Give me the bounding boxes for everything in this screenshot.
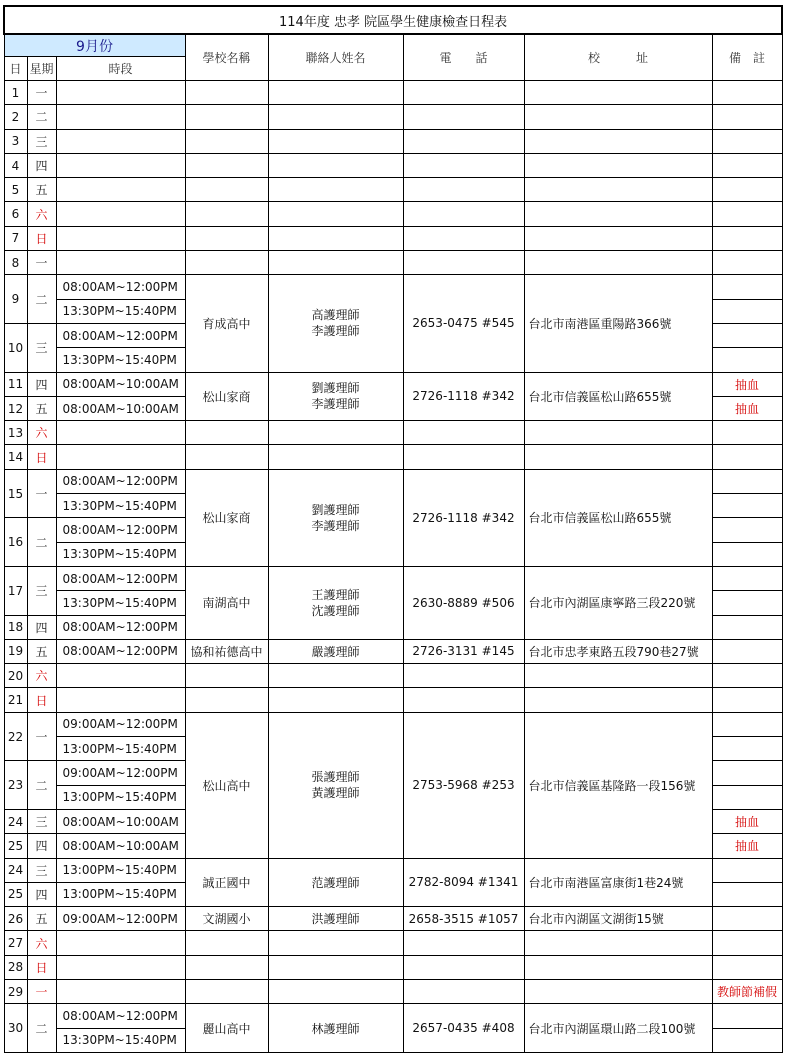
- weekday-cell: 一: [27, 469, 56, 518]
- note-cell: [712, 858, 782, 882]
- time-slot: 13:00PM~15:40PM: [56, 785, 185, 809]
- weekday-cell: 日: [27, 688, 56, 712]
- contact-name: 范護理師: [268, 858, 403, 907]
- day-cell: 15: [4, 469, 27, 518]
- weekday-cell: 四: [27, 372, 56, 396]
- address: 台北市信義區基隆路一段156號: [524, 712, 712, 858]
- weekday-cell: 五: [27, 396, 56, 420]
- time-slot: 09:00AM~12:00PM: [56, 761, 185, 785]
- contact-name: 高護理師 李護理師: [268, 275, 403, 372]
- day-cell: 20: [4, 664, 27, 688]
- day-cell: 5: [4, 178, 27, 202]
- address: 台北市內湖區康寧路三段220號: [524, 566, 712, 639]
- time-slot: 13:30PM~15:40PM: [56, 494, 185, 518]
- day-cell: 29: [4, 979, 27, 1003]
- weekday-cell: 一: [27, 712, 56, 761]
- contact-name: 林護理師: [268, 1004, 403, 1053]
- weekday-cell: 一: [27, 81, 56, 105]
- note-cell: [712, 469, 782, 493]
- note-cell: [712, 639, 782, 663]
- weekday-cell: 三: [27, 858, 56, 882]
- weekday-cell: 四: [27, 882, 56, 906]
- note-cell: [712, 1004, 782, 1028]
- weekday-cell: 日: [27, 955, 56, 979]
- day-cell: 8: [4, 251, 27, 275]
- day-cell: 19: [4, 639, 27, 663]
- month-label: 9月份: [4, 34, 185, 57]
- address: 台北市信義區松山路655號: [524, 469, 712, 566]
- weekday-cell: 一: [27, 251, 56, 275]
- contact-name: 嚴護理師: [268, 639, 403, 663]
- note-blood-draw: 抽血: [712, 372, 782, 396]
- day-cell: 21: [4, 688, 27, 712]
- contact-name: 劉護理師 李護理師: [268, 469, 403, 566]
- weekday-cell: 六: [27, 202, 56, 226]
- school-name: 麗山高中: [185, 1004, 268, 1053]
- address: 台北市信義區松山路655號: [524, 372, 712, 421]
- note-cell: [712, 737, 782, 761]
- note-cell: [712, 518, 782, 542]
- weekday-cell: 二: [27, 761, 56, 810]
- phone-number: 2782-8094 #1341: [403, 858, 524, 907]
- time-slot: 13:30PM~15:40PM: [56, 542, 185, 566]
- address: 台北市內湖區環山路二段100號: [524, 1004, 712, 1053]
- header-contact: 聯絡人姓名: [268, 34, 403, 81]
- header-address: 校 址: [524, 34, 712, 81]
- day-cell: 26: [4, 907, 27, 931]
- time-slot: 08:00AM~12:00PM: [56, 639, 185, 663]
- note-cell: [712, 712, 782, 736]
- header-phone: 電 話: [403, 34, 524, 81]
- weekday-cell: 五: [27, 178, 56, 202]
- phone-number: 2657-0435 #408: [403, 1004, 524, 1053]
- day-cell: 25: [4, 882, 27, 906]
- time-slot: 08:00AM~12:00PM: [56, 275, 185, 299]
- school-name: 協和祐德高中: [185, 639, 268, 663]
- day-cell: 6: [4, 202, 27, 226]
- time-slot: 13:00PM~15:40PM: [56, 882, 185, 906]
- weekday-cell: 二: [27, 105, 56, 129]
- time-slot: 08:00AM~10:00AM: [56, 372, 185, 396]
- contact-name: 王護理師 沈護理師: [268, 566, 403, 639]
- phone-number: 2630-8889 #506: [403, 566, 524, 639]
- address: 台北市南港區富康街1巷24號: [524, 858, 712, 907]
- phone-number: 2658-3515 #1057: [403, 907, 524, 931]
- day-cell: 4: [4, 153, 27, 177]
- note-cell: [712, 882, 782, 906]
- note-cell: [712, 299, 782, 323]
- weekday-cell: 三: [27, 566, 56, 615]
- note-cell: [712, 785, 782, 809]
- note-cell: [712, 1028, 782, 1052]
- weekday-cell: 四: [27, 834, 56, 858]
- day-cell: 27: [4, 931, 27, 955]
- day-cell: 7: [4, 226, 27, 250]
- header-school: 學校名稱: [185, 34, 268, 81]
- note-blood-draw: 抽血: [712, 396, 782, 420]
- weekday-cell: 六: [27, 664, 56, 688]
- day-cell: 23: [4, 761, 27, 810]
- weekday-cell: 三: [27, 323, 56, 372]
- weekday-cell: 三: [27, 809, 56, 833]
- day-cell: 28: [4, 955, 27, 979]
- note-blood-draw: 抽血: [712, 809, 782, 833]
- time-slot: 08:00AM~12:00PM: [56, 469, 185, 493]
- school-name: 文湖國小: [185, 907, 268, 931]
- day-cell: 25: [4, 834, 27, 858]
- note-cell: [712, 348, 782, 372]
- day-cell: 9: [4, 275, 27, 324]
- day-cell: 18: [4, 615, 27, 639]
- contact-name: 劉護理師 李護理師: [268, 372, 403, 421]
- day-cell: 1: [4, 81, 27, 105]
- time-slot: 08:00AM~10:00AM: [56, 396, 185, 420]
- time-slot: 08:00AM~12:00PM: [56, 1004, 185, 1028]
- contact-name: 洪護理師: [268, 907, 403, 931]
- note-blood-draw: 抽血: [712, 834, 782, 858]
- day-cell: 12: [4, 396, 27, 420]
- school-name: 育成高中: [185, 275, 268, 372]
- note-cell: [712, 323, 782, 347]
- note-cell: [712, 761, 782, 785]
- weekday-cell: 二: [27, 518, 56, 567]
- time-slot: 08:00AM~10:00AM: [56, 809, 185, 833]
- weekday-cell: 四: [27, 615, 56, 639]
- address: 台北市內湖區文湖街15號: [524, 907, 712, 931]
- school-name: 南湖高中: [185, 566, 268, 639]
- weekday-cell: 日: [27, 226, 56, 250]
- day-cell: 17: [4, 566, 27, 615]
- time-slot: 08:00AM~12:00PM: [56, 566, 185, 590]
- phone-number: 2726-1118 #342: [403, 469, 524, 566]
- time-slot: 13:00PM~15:40PM: [56, 858, 185, 882]
- time-slot: 08:00AM~12:00PM: [56, 323, 185, 347]
- time-slot: 13:30PM~15:40PM: [56, 299, 185, 323]
- note-cell: [712, 907, 782, 931]
- time-slot: 08:00AM~10:00AM: [56, 834, 185, 858]
- time-slot: 13:30PM~15:40PM: [56, 591, 185, 615]
- header-day: 日: [4, 57, 27, 81]
- address: 台北市忠孝東路五段790巷27號: [524, 639, 712, 663]
- day-cell: 30: [4, 1004, 27, 1053]
- phone-number: 2653-0475 #545: [403, 275, 524, 372]
- schedule-table: [3, 5, 783, 1053]
- time-slot: 13:30PM~15:40PM: [56, 348, 185, 372]
- school-name: 誠正國中: [185, 858, 268, 907]
- day-cell: 3: [4, 129, 27, 153]
- time-slot: 13:00PM~15:40PM: [56, 737, 185, 761]
- day-cell: 16: [4, 518, 27, 567]
- weekday-cell: 六: [27, 421, 56, 445]
- weekday-cell: 六: [27, 931, 56, 955]
- day-cell: 24: [4, 858, 27, 882]
- note-cell: [712, 542, 782, 566]
- day-cell: 14: [4, 445, 27, 469]
- day-cell: 11: [4, 372, 27, 396]
- time-slot: 09:00AM~12:00PM: [56, 712, 185, 736]
- time-slot: 09:00AM~12:00PM: [56, 907, 185, 931]
- note-cell: [712, 591, 782, 615]
- day-cell: 13: [4, 421, 27, 445]
- note-cell: [712, 275, 782, 299]
- contact-name: 張護理師 黃護理師: [268, 712, 403, 858]
- time-slot: 08:00AM~12:00PM: [56, 518, 185, 542]
- note-cell: [712, 566, 782, 590]
- phone-number: 2726-1118 #342: [403, 372, 524, 421]
- phone-number: 2726-3131 #145: [403, 639, 524, 663]
- header-note: 備 註: [712, 34, 782, 81]
- weekday-cell: 五: [27, 907, 56, 931]
- weekday-cell: 二: [27, 275, 56, 324]
- day-cell: 24: [4, 809, 27, 833]
- address: 台北市南港區重陽路366號: [524, 275, 712, 372]
- header-weekday: 星期: [27, 57, 56, 81]
- weekday-cell: 一: [27, 979, 56, 1003]
- weekday-cell: 二: [27, 1004, 56, 1053]
- day-cell: 2: [4, 105, 27, 129]
- weekday-cell: 四: [27, 153, 56, 177]
- weekday-cell: 三: [27, 129, 56, 153]
- note-cell: [712, 615, 782, 639]
- time-slot: 13:30PM~15:40PM: [56, 1028, 185, 1052]
- weekday-cell: 五: [27, 639, 56, 663]
- school-name: 松山高中: [185, 712, 268, 858]
- note-holiday: 教師節補假: [712, 979, 782, 1003]
- day-cell: 10: [4, 323, 27, 372]
- weekday-cell: 日: [27, 445, 56, 469]
- school-name: 松山家商: [185, 372, 268, 421]
- day-cell: 22: [4, 712, 27, 761]
- school-name: 松山家商: [185, 469, 268, 566]
- time-slot: 08:00AM~12:00PM: [56, 615, 185, 639]
- page-title: 114年度 忠孝 院區學生健康檢查日程表: [4, 6, 782, 34]
- header-period: 時段: [56, 57, 185, 81]
- phone-number: 2753-5968 #253: [403, 712, 524, 858]
- note-cell: [712, 494, 782, 518]
